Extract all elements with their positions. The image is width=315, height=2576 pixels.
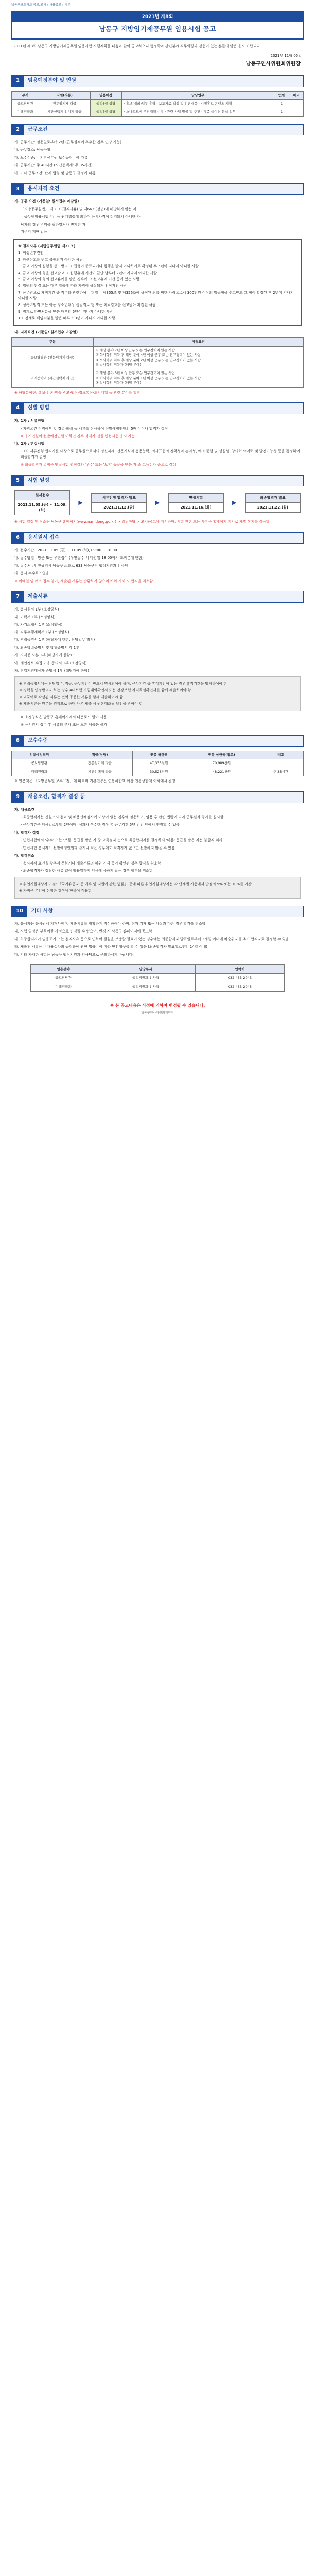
note-text: ※ 경력증명서에는 담당업무, 직급, 근무기간이 반드시 명시되어야 하며, 근무기간 중 휴직기간이 있는 경우 휴직기간을 명시하여야 함	[19, 682, 227, 686]
title-box	[11, 11, 304, 40]
footer-org: 남동구인사위원회위원장	[141, 1011, 174, 1015]
col-header: 임용예정	[90, 91, 121, 99]
list-item: - 근무기간은 임용일로부터 2년이며, 성과가 우수한 경우 총 근무기간 5년 범위 안에서 연장할 수 있음	[21, 823, 180, 827]
list-item: 다. 접수처 : 인천광역시 남동구 소래로 633 남동구청 행정지원과 인사팀	[14, 563, 128, 568]
subsection-title: 가. 공통 요건 (기준일: 원서접수 마감일)	[14, 199, 79, 204]
table-cell: · 스마트도시 추진계획 수립 · 관련 사업 발굴 및 추진 · 각종 데이터 분석 업무	[121, 108, 274, 116]
table-row	[12, 99, 304, 108]
table-header-row	[12, 338, 304, 346]
list-item: 마. 기타 자세한 사항은 남동구 행정지원과 인사팀으로 문의하시기 바랍니다.	[14, 952, 134, 957]
section-header-4	[11, 402, 304, 414]
table-row	[31, 974, 285, 982]
table-cell: 미래전략과	[12, 768, 67, 776]
list-item: 7. 공무원으로 재직기간 중 직무와 관련하여 「형법」 제355조 및 제356조에 규정된 죄를 범한 사람으로서 300만원 이상의 벌금형을 선고받고 그 형이 확정된 후 2년이 지나지 아니한 사람	[18, 291, 294, 301]
note-text: ※ 응시원서 접수 후 서류의 추가 또는 보완 제출은 불가	[21, 722, 107, 727]
table-cell: 시간선택제 라급	[67, 768, 132, 776]
table-cell: 주 35시간	[258, 768, 303, 776]
table-cell: 미래전략과	[12, 108, 39, 116]
table-row	[12, 346, 304, 369]
table-cell: 1	[274, 99, 289, 108]
list-item: - 면접시험에서 '우수' 또는 '보통' 등급을 받은 자 중 고득점자 순으로 최종합격자를 결정하되 '미흡' 등급을 받은 자는 불합격 처리	[21, 838, 223, 842]
documents-note-box	[14, 676, 301, 711]
list-item: 아. 개인정보 수집·이용 동의서 1부 (소정양식)	[14, 660, 87, 665]
list-item: 다. 보수수준: 「지방공무원 보수규정」에 따름	[14, 156, 88, 160]
warning-text: ※ 이메일 및 팩스 접수 불가, 제출된 서류는 반환하지 않으며 허위 기재 시 합격을 취소함	[14, 579, 153, 583]
table-cell: ① 해당 분야 3년 이상 근무 또는 연구경력이 있는 사람 ② 학사학위 취득 후 해당 분야 1년 이상 근무 또는 연구경력이 있는 사람 ③ 석사학위 취득자 (해당 분야)	[93, 369, 303, 387]
table-row	[31, 982, 285, 991]
table-cell: 30,528천원	[133, 768, 185, 776]
table-cell: 47,335천원	[133, 759, 185, 768]
table-cell	[289, 99, 303, 108]
table-cell: 미래전략과	[31, 982, 96, 991]
note-text: ※ 외국어로 작성된 서류는 번역·공증한 서류를 함께 제출하여야 함	[19, 695, 123, 700]
table-header-row	[31, 964, 285, 973]
section-number: 5	[12, 476, 24, 486]
list-item: 1. 피성년후견인	[18, 251, 44, 256]
table-cell	[289, 108, 303, 116]
table-header-row	[12, 751, 304, 759]
col-header: 구분	[12, 338, 94, 346]
list-item: 마. 기타 근무조건: 관계 법령 및 남동구 규정에 따름	[14, 171, 96, 175]
table-cell: · 홍보(대외)업무 총괄 · 보도자료 작성 및 언론대응 · 시정홍보 콘텐츠 기획	[121, 99, 274, 108]
phone-link[interactable]: 032-453-2043	[195, 974, 284, 982]
list-item: 6. 법원의 판결 또는 다른 법률에 따라 자격이 상실되거나 정지된 사람	[18, 284, 127, 289]
table-cell: 공보담당관	[12, 759, 67, 768]
arrow-right-icon: ▶	[78, 499, 83, 506]
list-item: 4. 금고 이상의 형을 선고받고 그 집행유예 기간이 끝난 날부터 2년이 지나지 아니한 사람	[18, 270, 157, 275]
schedule-step-label: 최종합격자 발표	[246, 494, 300, 502]
section-title: 제출서류	[24, 591, 303, 602]
section-number: 10	[12, 906, 27, 917]
list-item: 「지방공무원법」 제31조(결격사유) 및 제66조(정년)에 해당하지 않는 자	[21, 207, 137, 211]
table-cell: 미래전략과 (시간선택제 라급)	[12, 369, 94, 387]
table-cell: ① 해당 분야 7년 이상 근무 또는 연구경력이 있는 사람 ② 학사학위 취득 후 해당 분야 4년 이상 근무 또는 연구경력이 있는 사람 ③ 석사학위 취득 후 해당 분야 2년 이상 근무 또는 연구경력이 있는 사람 ④ 박사학위 취득자 (해당 분야)	[93, 346, 303, 369]
list-item: 「공무원임용시험령」 등 관계법령에 의하여 응시자격이 정지되지 아니한 자	[21, 214, 141, 219]
salary-table	[11, 751, 304, 776]
subsection-title: 가. 1차 : 서류전형	[14, 418, 45, 423]
table-cell: 행정7급 상당	[90, 108, 121, 116]
subsection-title: 나. 합격자 결정	[14, 831, 40, 835]
disqualification-box	[13, 239, 302, 326]
schedule-step-label: 면접시험	[169, 494, 223, 502]
contact-box	[27, 961, 288, 995]
list-item: 나. 이력서 1부 (소정양식)	[14, 615, 56, 619]
bonus-note-box	[14, 877, 301, 899]
col-header: 인원	[274, 91, 289, 99]
table-cell: 공보담당관 (전문임기제 다급)	[12, 346, 94, 369]
section-number: 6	[12, 533, 24, 544]
col-header: 임용분야	[31, 964, 96, 973]
table-row	[12, 768, 304, 776]
col-header: 직급(상당)	[67, 751, 132, 759]
note-text: ※ 최종합격자 결정은 면접시험 평정결과 '우수' 또는 '보통' 등급을 받은 자 중 고득점자 순으로 결정	[21, 463, 176, 467]
list-item: 바. 최종학력증명서 및 학위증명서 각 1부	[14, 646, 79, 650]
table-cell: 70,989천원	[185, 759, 258, 768]
list-item: 사. 자격증 사본 1부 (해당자에 한함)	[14, 653, 72, 657]
schedule-step-date: 2021.11.16.(화)	[180, 505, 212, 510]
section-title: 근무조건	[24, 125, 303, 135]
list-item: 9. 징계로 파면처분을 받은 때부터 5년이 지나지 아니한 사람	[18, 309, 113, 314]
list-item: 나. 근무장소: 남동구청	[14, 148, 50, 152]
list-item: 라. 근무시간: 주 40시간 (시간선택제: 주 35시간)	[14, 163, 93, 167]
schedule-step-date: 2021.11.05.(금) ~ 11.09.(화)	[18, 502, 67, 512]
section-number: 9	[12, 792, 24, 803]
notice-date: 2021년 11월 05일	[270, 54, 302, 58]
list-item: - 면접시험 응시자가 선발예정인원과 같거나 적은 경우에도 적격자가 없으면 선발하지 않을 수 있음	[21, 845, 175, 850]
section-header-7	[11, 591, 304, 603]
col-header: 부서	[12, 91, 39, 99]
note-text: ※ 해당분야란: 홍보·언론·방송·광고·행정·정보통신·도시계획 등 관련 분야를 말함	[14, 390, 141, 395]
note-title: ※ 결격사유 (지방공무원법 제31조)	[18, 244, 76, 249]
breadcrumb-text[interactable]: 남동구보도자료 공고/고시 › 채용공고 › 세부	[11, 3, 71, 7]
list-item: - 최종합격자가 정당한 사유 없이 임용일까지 임용에 응하지 않는 경우 합격을 취소함	[21, 869, 153, 873]
section-title: 선발 방법	[24, 403, 303, 414]
list-item: 가. 응시원서 1부 (소정양식)	[14, 607, 59, 612]
table-header-row	[12, 91, 304, 99]
body-text: - 1차 서류전형 합격자를 대상으로 공무원으로서의 정신자세, 전문지식과 응용능력, 의사표현의 정확성과 논리성, 예의·품행 및 성실성, 창의력·의지력 및 발전가능성 등을 평정하여 최종합격자 결정	[21, 449, 300, 460]
table-row	[12, 108, 304, 116]
table-cell: 행정6급 상당	[90, 99, 121, 108]
table-cell: 전문임기제 다급	[67, 759, 132, 768]
page-title: 남동구 지방임기제공무원 임용시험 공고	[12, 22, 303, 39]
section-number: 1	[12, 76, 24, 87]
section-title: 응시원서 접수	[24, 533, 303, 544]
col-header: 연락처	[195, 964, 284, 973]
section-header-1	[11, 75, 304, 87]
list-item: 라. 응시 수수료 : 없음	[14, 571, 49, 575]
schedule-step-date: 2021.11.12.(금)	[103, 505, 135, 510]
section-header-6	[11, 532, 304, 544]
list-item: 3. 금고 이상의 실형을 선고받고 그 집행이 종료되거나 집행을 받지 아니하기로 확정된 후 5년이 지나지 아니한 사람	[18, 264, 199, 268]
list-item: 가. 응시자는 응시원서 기재사항 및 제출서류를 정확하게 작성하여야 하며, 허위 기재 또는 사실과 다른 경우 합격을 취소함	[14, 922, 206, 926]
col-header: 비고	[258, 751, 303, 759]
note-text: ※ 경력을 인정받고자 하는 경우 4대보험 가입내역확인서 또는 건강보험 자격득실확인서를 함께 제출하여야 함	[19, 688, 191, 693]
note-text: ※ 제출서류는 원본을 원칙으로 하며 사본 제출 시 원본대조필 날인을 받아야 함	[19, 701, 143, 706]
table-cell: 행정지원과 인사팀	[96, 974, 196, 982]
table-cell: 시간선택제 임기제 라급	[39, 108, 90, 116]
list-item: 10. 징계로 해임처분을 받은 때부터 3년이 지나지 아니한 사람	[18, 316, 115, 320]
col-header: 비고	[289, 91, 303, 99]
arrow-right-icon: ▶	[155, 499, 160, 506]
schedule-step-label: 원서접수	[15, 491, 69, 500]
list-item: 거주지 제한 없음	[21, 230, 47, 234]
section-title: 시험 일정	[24, 476, 303, 486]
intro-text: 2021년 제8회 남동구 지방임기제공무원 임용시험 시행계획을 다음과 같이 공고하오니 행정학과 관련분야 직무역량과 경험이 있는 분들의 많은 응시 바랍니다.	[13, 44, 261, 48]
section-header-5	[11, 475, 304, 487]
section-number: 7	[12, 591, 24, 602]
body-text: - 자격요건 적격여부 및 경력·학력 등 서류를 심사하여 선발예정인원의 5배수 이내 합격자 결정	[21, 426, 168, 431]
section-header-9	[11, 791, 304, 803]
footer-notice: ※ 본 공고내용은 사정에 의하여 변경될 수 있습니다.	[110, 1003, 205, 1008]
section-number: 2	[12, 125, 24, 135]
list-item: 자. 취업지원대상자 증명서 1부 (해당자에 한함)	[14, 668, 89, 673]
list-item: 남자의 경우 병역을 필하였거나 면제된 자	[21, 222, 86, 227]
note-text: ※ 연봉액은 「지방공무원 보수규정」에 따르며 기본연봉은 연봉하한액 이상 연봉상한액 이하에서 결정	[14, 779, 176, 784]
table-cell: 48,221천원	[185, 768, 258, 776]
breadcrumb	[11, 3, 304, 10]
section-title: 채용조건, 합격자 결정 등	[24, 792, 303, 803]
list-item: 8. 성폭력범죄 또는 아동·청소년대상 성범죄로 형 또는 치료감호를 선고받아 확정된 사람	[18, 302, 156, 307]
schedule-step	[168, 493, 224, 512]
positions-table	[11, 91, 304, 117]
table-cell	[258, 759, 303, 768]
section-header-10	[11, 906, 304, 918]
schedule-step	[91, 493, 147, 512]
note-text: ※ 응시인원이 선발예정인원 이하인 경우 적격자 전원 면접시험 응시 가능	[21, 434, 135, 438]
col-header: 담당업무	[121, 91, 274, 99]
subsection-title: 나. 자격요건 (기준일: 원서접수 마감일)	[14, 330, 78, 335]
table-cell: 행정지원과 인사팀	[96, 982, 196, 991]
list-item: - 응시자격 요건을 갖추지 못하거나 제출서류의 허위 기재 등이 확인된 경우 합격을 취소함	[21, 861, 161, 866]
qualification-table	[11, 337, 304, 387]
table-cell: 전문임기제 다급	[39, 99, 90, 108]
list-item: 라. 직무수행계획서 1부 (소정양식)	[14, 630, 69, 635]
section-number: 8	[12, 736, 24, 747]
section-title: 보수수준	[24, 736, 303, 747]
note-text: ※ 시험 일정 및 장소는 남동구 홈페이지(www.namdong.go.kr) > 알림마당 > 고시/공고에 게시하며, 시험 관련 모든 사항은 홈페이지 게시로 개별 통지를 갈음함	[14, 519, 270, 524]
contact-table	[30, 964, 285, 992]
title-year: 2021년 제8회	[12, 12, 303, 22]
col-header: 연봉 하한액	[133, 751, 185, 759]
schedule-step-label: 서류전형 합격자 발표	[92, 494, 146, 502]
col-header: 담당부서	[96, 964, 196, 973]
col-header: 직렬(직류)	[39, 91, 90, 99]
section-title: 기타 사항	[27, 906, 303, 917]
schedule-step-date: 2021.11.22.(월)	[257, 505, 288, 510]
list-item: 5. 금고 이상의 형의 선고유예를 받은 경우에 그 선고유예 기간 중에 있는 사람	[18, 277, 140, 282]
list-item: 나. 접수방법 : 방문 또는 우편접수 (우편접수 시 마감일 18:00까지 도착분에 한함)	[14, 555, 144, 560]
section-header-8	[11, 735, 304, 747]
list-item: 다. 자기소개서 1부 (소정양식)	[14, 622, 63, 627]
list-item: 가. 근무기간: 임용일로부터 2년 (근무실적이 우수한 경우 연장 가능)	[14, 140, 122, 145]
subsection-title: 나. 2차 : 면접시험	[14, 442, 45, 446]
col-header: 자격요건	[93, 338, 303, 346]
list-item: 마. 경력증명서 1부 (해당자에 한함, 담당업무 명시)	[14, 638, 95, 642]
schedule-step	[245, 493, 301, 512]
section-header-2	[11, 124, 304, 136]
table-cell: 공보담당관	[12, 99, 39, 108]
table-cell: 공보담당관	[31, 974, 96, 982]
section-title: 임용예정분야 및 인원	[24, 76, 303, 87]
list-item: 2. 파산선고를 받고 복권되지 아니한 사람	[18, 257, 83, 262]
phone-link[interactable]: 032-453-2045	[195, 982, 284, 991]
list-item: - 최종합격자는 신원조사 결과 및 채용신체검사에 이상이 없는 경우에 임용하며, 임용 후 관련 법령에 따라 근무실적 평가를 실시함	[21, 815, 224, 820]
col-header: 임용예정직위	[12, 751, 67, 759]
schedule-flow	[14, 490, 301, 515]
note-text: ※ 소정양식은 남동구 홈페이지에서 다운로드 받아 사용	[21, 715, 107, 719]
list-item: 라. 제출된 서류는 「채용절차의 공정화에 관한 법률」에 따라 반환청구를 할 수 있음 (최종합격자 발표일로부터 14일 이내)	[14, 944, 208, 949]
section-number: 3	[12, 184, 24, 195]
list-item: 가. 접수기간 : 2021.11.05.(금) ~ 11.09.(화), 09:00 ~ 18:00	[14, 548, 117, 553]
subsection-title: 가. 채용조건	[14, 807, 34, 812]
table-cell: 1	[274, 108, 289, 116]
section-header-3	[11, 183, 304, 195]
org-name: 남동구인사위원회위원장	[246, 61, 301, 67]
arrow-right-icon: ▶	[232, 499, 237, 506]
note-text: ※ 가점은 본인이 신청한 경우에 한하여 적용함	[19, 889, 92, 893]
list-item: 다. 최종합격자가 임용포기 또는 결격사유 등으로 인하여 결원을 보충할 필요가 있는 경우에는 최종합격자 발표일로부터 3개월 이내에 차순위자를 추가 합격자로 결정할 수 있음	[14, 937, 289, 942]
section-title: 응시자격 요건	[24, 184, 303, 195]
table-row	[12, 369, 304, 387]
section-number: 4	[12, 403, 24, 414]
note-text: ※ 취업지원대상자 가점: 「국가유공자 등 예우 및 지원에 관한 법률」 등에 따른 취업지원대상자는 각 단계별 시험에서 만점의 5% 또는 10%를 가산	[19, 882, 252, 887]
subsection-title: 다. 합격취소	[14, 853, 34, 858]
col-header: 연봉 상한액(참고)	[185, 751, 258, 759]
schedule-step	[14, 490, 70, 515]
list-item: 나. 시험 일정은 부득이한 사정으로 변경될 수 있으며, 변경 시 남동구 홈페이지에 공고함	[14, 929, 152, 934]
table-row	[12, 759, 304, 768]
